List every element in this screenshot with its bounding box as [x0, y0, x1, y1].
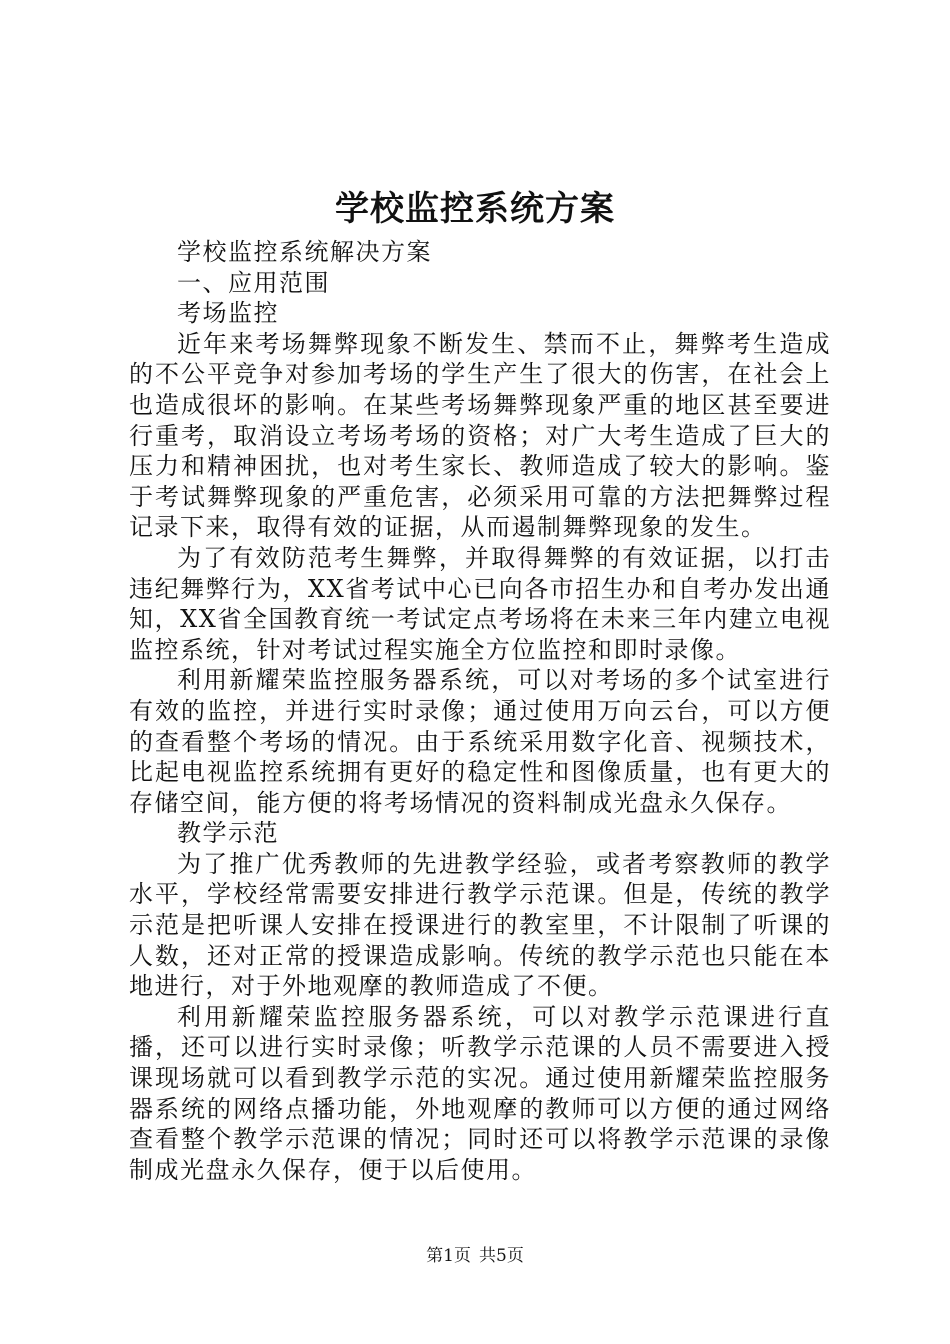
page-number: 第1页: [426, 1246, 471, 1266]
page-footer: [0, 1244, 950, 1268]
body-paragraph: 近年来考场舞弊现象不断发生、禁而不止，舞弊考生造成的不公平竞争对参加考场的学生产生了很大的伤害，在社会上也造成很坏的影响。在某些考场舞弊现象严重的地区甚至要进行重考，取消设立考场考场的资格；对广大考生造成了巨大的压力和精神困扰，也对考生家长、教师造成了较大的影响。鉴于考试舞弊现象的严重危害，必须采用可靠的方法把舞弊过程记录下来，取得有效的证据，从而遏制舞弊现象的发生。: [129, 329, 831, 542]
body-paragraph: 为了有效防范考生舞弊，并取得舞弊的有效证据，以打击违纪舞弊行为，XX省考试中心已向各市招生办和自考办发出通知，XX省全国教育统一考试定点考场将在未来三年内建立电视监控系统，针对考试过程实施全方位监控和即时录像。: [129, 543, 831, 664]
section-heading: 学校监控系统解决方案: [177, 238, 432, 266]
body-paragraph: 为了推广优秀教师的先进教学经验，或者考察教师的教学水平，学校经常需要安排进行教学示范课。但是，传统的教学示范是把听课人安排在授课进行的教室里，不计限制了听课的人数，还对正常的授课造成影响。传统的教学示范也只能在本地进行，对于外地观摩的教师造成了不便。: [129, 849, 831, 1001]
body-paragraph: 利用新耀荣监控服务器系统，可以对考场的多个试室进行有效的监控，并进行实时录像；通过使用万向云台，可以方便的查看整个考场的情况。由于系统采用数字化音、视频技术，比起电视监控系统拥有更好的稳定性和图像质量，也有更大的存储空间，能方便的将考场情况的资料制成光盘永久保存。: [129, 666, 831, 817]
section-heading: 一、应用范围: [177, 268, 330, 297]
document-title: 学校监控系统方案: [335, 189, 615, 229]
document-body: [129, 237, 831, 1185]
body-paragraph: 利用新耀荣监控服务器系统，可以对教学示范课进行直播，还可以进行实时录像；听教学示范课的人员不需要进入授课现场就可以看到教学示范的实况。通过使用新耀荣监控服务器系统的网络点播功能，外地观摩的教师可以方便的通过网络查看整个教学示范课的情况；同时还可以将教学示范课的录像制成光盘永久保存，便于以后使用。: [129, 1002, 831, 1184]
page-total: 共5页: [479, 1246, 524, 1266]
subsection-heading: 考场监控: [177, 299, 279, 328]
subsection-heading: 教学示范: [177, 819, 279, 848]
